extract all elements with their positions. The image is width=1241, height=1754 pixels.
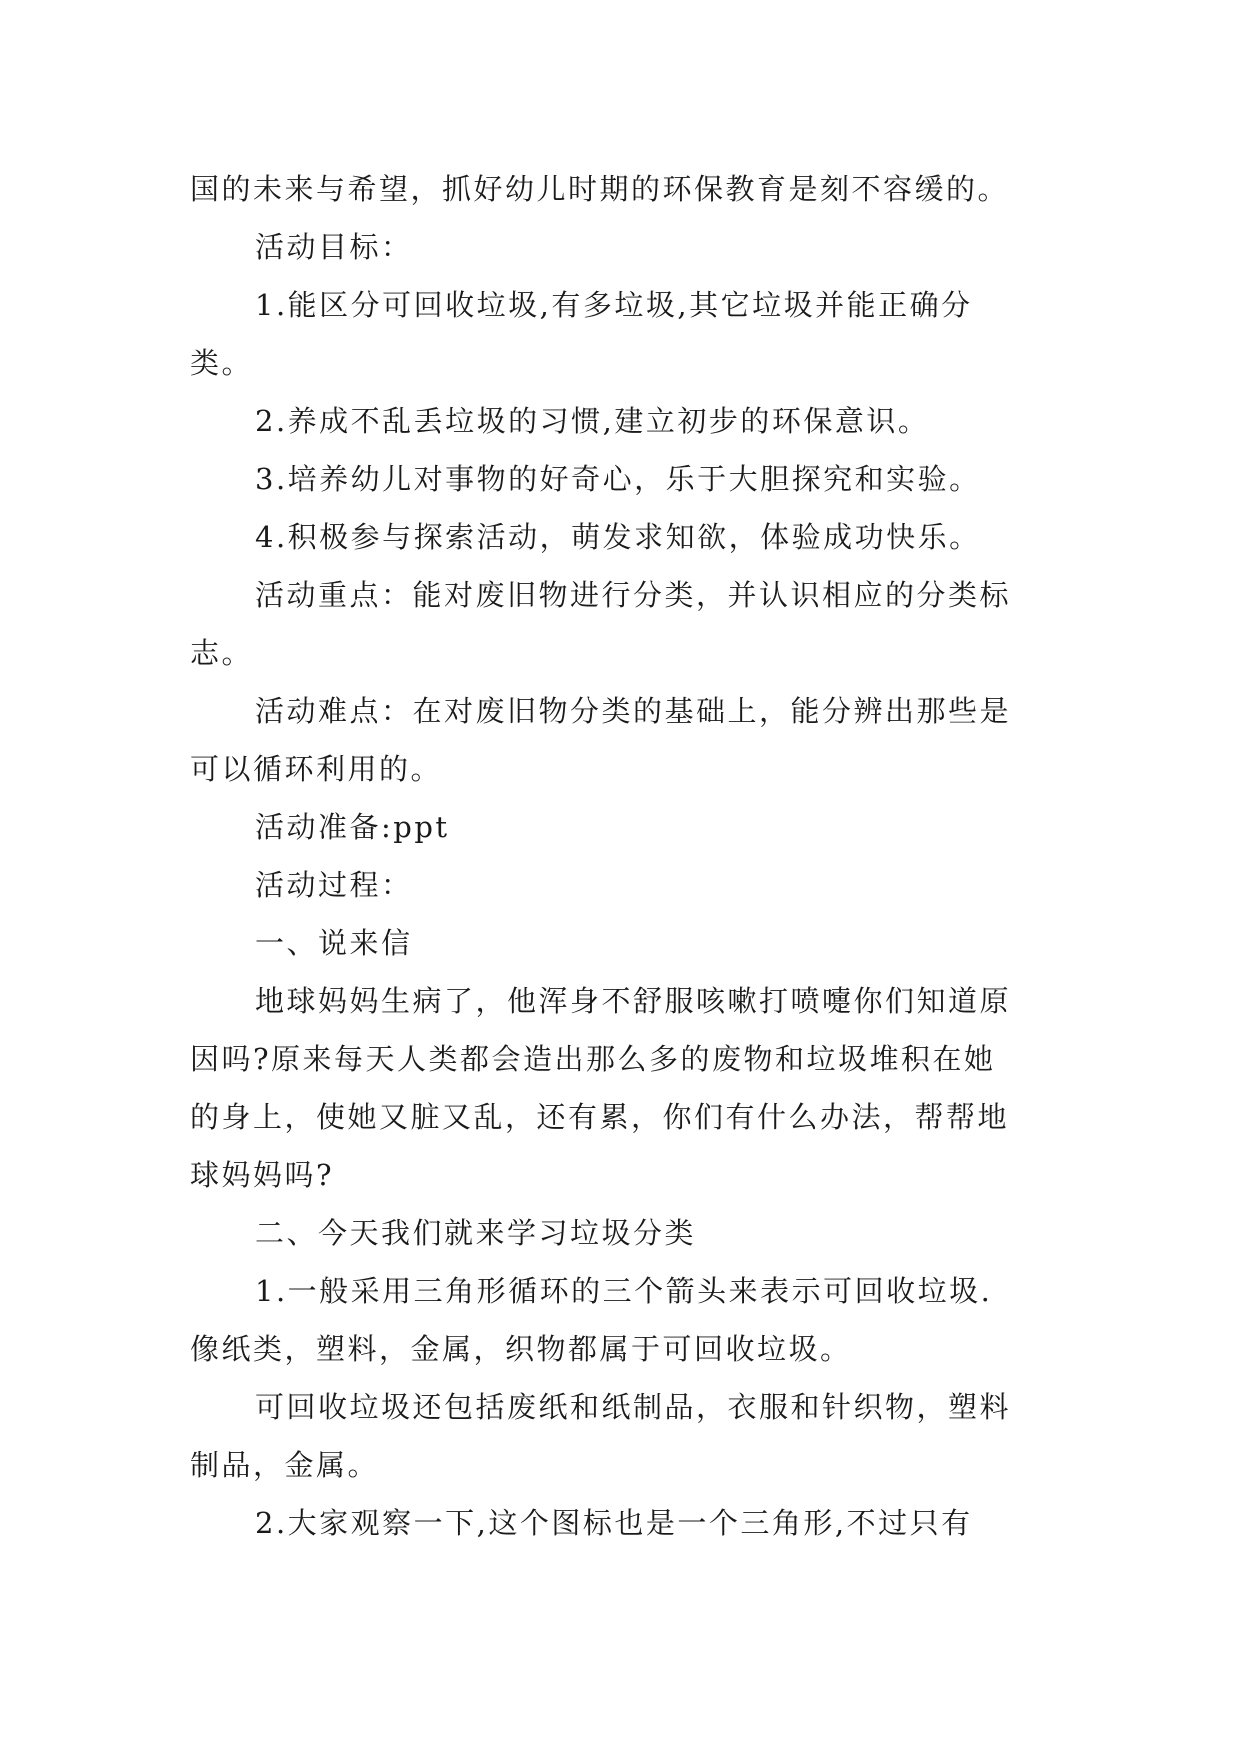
paragraph-line: 1.能区分可回收垃圾,有多垃圾,其它垃圾并能正确分	[255, 288, 973, 322]
paragraph-line: 像纸类，塑料，金属，织物都属于可回收垃圾。	[190, 1332, 852, 1366]
body-text	[190, 160, 1058, 1552]
paragraph-line: 4.积极参与探索活动，萌发求知欲，体验成功快乐。	[255, 520, 981, 554]
paragraph-line: 活动过程：	[255, 868, 413, 902]
paragraph-line: 国的未来与希望，抓好幼儿时期的环保教育是刻不容缓的。	[190, 172, 1010, 206]
paragraph-line: 一、说来信	[255, 926, 413, 960]
paragraph-line: 制品，金属。	[190, 1448, 380, 1482]
paragraph-line: 二、今天我们就来学习垃圾分类	[255, 1216, 697, 1250]
paragraph-line: 可回收垃圾还包括废纸和纸制品，衣服和针织物，塑料	[255, 1390, 1012, 1424]
paragraph-line: 2.养成不乱丢垃圾的习惯,建立初步的环保意识。	[255, 404, 930, 438]
paragraph-line: 可以循环利用的。	[190, 752, 443, 786]
paragraph-line: 2.大家观察一下,这个图标也是一个三角形,不过只有	[255, 1506, 973, 1540]
paragraph-line: 活动难点：在对废旧物分类的基础上，能分辨出那些是	[255, 694, 1012, 728]
paragraph-line: 3.培养幼儿对事物的好奇心，乐于大胆探究和实验。	[255, 462, 981, 496]
paragraph-line: 的身上，使她又脏又乱，还有累，你们有什么办法，帮帮地	[190, 1100, 1010, 1134]
paragraph-line: 活动目标：	[255, 230, 413, 264]
paragraph-line: 志。	[190, 636, 254, 670]
paragraph-line: 类。	[190, 346, 254, 380]
paragraph-line: 活动准备:ppt	[255, 810, 450, 844]
paragraph-line: 地球妈妈生病了，他浑身不舒服咳嗽打喷嚏你们知道原	[255, 984, 1012, 1018]
paragraph-line: 球妈妈吗?	[190, 1158, 335, 1192]
paragraph-line: 因吗?原来每天人类都会造出那么多的废物和垃圾堆积在她	[190, 1042, 996, 1076]
paragraph-line: 活动重点：能对废旧物进行分类，并认识相应的分类标	[255, 578, 1012, 612]
paragraph-line: 1.一般采用三角形循环的三个箭头来表示可回收垃圾.	[255, 1274, 993, 1308]
